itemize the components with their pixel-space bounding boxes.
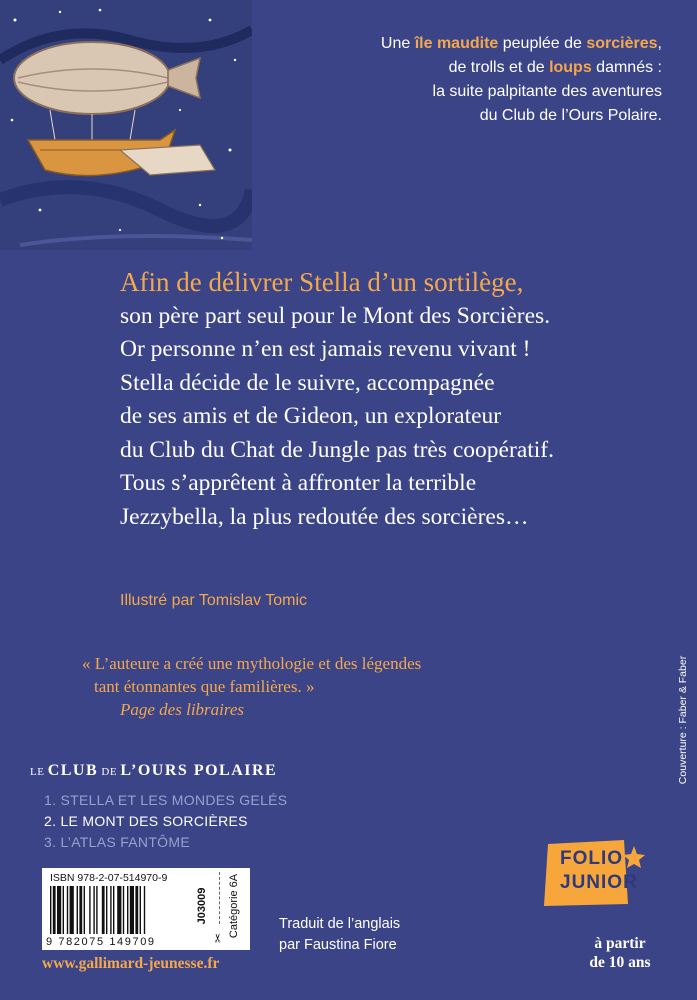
tagline-segment: damnés : <box>591 59 662 76</box>
translator-line-2: par Faustina Fiore <box>279 937 397 953</box>
barcode-bar <box>96 886 97 934</box>
age-line-1: à partir <box>594 935 646 952</box>
barcode-bar <box>67 886 68 934</box>
barcode-bar <box>70 886 74 934</box>
synopsis-line: du Club du Chat de Jungle pas très coopératif. <box>120 436 555 463</box>
airship-drawing <box>0 0 252 250</box>
publisher-website-link[interactable]: www.gallimard-jeunesse.fr <box>42 955 220 972</box>
barcode-bar <box>57 886 61 934</box>
quote-line-1: « L’auteure a créé une mythologie et des légendes <box>82 654 422 673</box>
cover-credit: Couverture : Faber & Faber <box>677 655 689 785</box>
barcode-digits: 9 782075 149709 <box>46 936 156 948</box>
series-logo <box>30 762 277 780</box>
synopsis-line: son père part seul pour le Mont des Sorcières. <box>120 302 551 329</box>
series-logo-club: CLUB <box>47 762 99 779</box>
tagline-highlight: loups <box>549 59 592 76</box>
series-title-item: 3. L’ATLAS FANTÔME <box>44 834 190 850</box>
barcode-bar <box>102 886 105 934</box>
barcode-bar <box>89 886 90 934</box>
barcode-bar <box>144 886 145 934</box>
quote-line-2: tant étonnantes que familières. » <box>94 677 315 696</box>
tagline-line <box>282 32 662 56</box>
barcode-bar <box>77 886 78 934</box>
age-line-2: de 10 ans <box>589 954 651 971</box>
barcode-bar <box>93 886 94 934</box>
folio-junior-logo <box>542 838 646 908</box>
synopsis-line: de ses amis et de Gideon, un explorateur <box>120 403 502 429</box>
tagline-segment: peuplée de <box>498 35 587 52</box>
barcode-bar <box>127 886 128 934</box>
series-title-item-current: 2. LE MONT DES SORCIÈRES <box>44 813 248 829</box>
synopsis-line: Jezzybella, la plus redoutée des sorcières… <box>120 503 529 530</box>
tagline-line <box>282 80 662 104</box>
barcode-bar <box>110 886 111 934</box>
product-code: J03009 <box>196 887 208 925</box>
tagline-blurb <box>282 32 662 128</box>
translator-line-1: Traduit de l’anglais <box>279 916 401 932</box>
barcode-separator <box>219 872 221 924</box>
illustrator-credit: Illustré par Tomislav Tomic <box>120 592 308 609</box>
barcode-bar <box>123 886 124 934</box>
tagline-highlight: sorcières <box>586 35 658 52</box>
barcode-bar <box>113 886 114 934</box>
badge-line-2: JUNIOR <box>560 872 638 893</box>
barcode-bar <box>63 886 64 934</box>
badge-line-1: FOLIO <box>560 848 624 869</box>
synopsis-line: Or personne n’en est jamais revenu vivant ! <box>120 336 531 362</box>
tagline-line <box>282 104 662 128</box>
series-logo-de: DE <box>98 766 121 778</box>
isbn-text: ISBN 978-2-07-514970-9 <box>50 872 168 884</box>
tagline-segment: , <box>657 35 662 52</box>
category-code: Catégorie 6A <box>228 873 240 939</box>
synopsis-line: Tous s’apprêtent à affronter la terrible <box>120 470 477 496</box>
tagline-segment: Une <box>380 35 415 52</box>
barcode-bar <box>50 886 51 934</box>
press-quote <box>82 652 421 721</box>
tagline-highlight: île maudite <box>414 35 499 52</box>
tagline-segment: de trolls et de <box>448 59 550 76</box>
synopsis-line: Stella décide de le suivre, accompagnée <box>120 369 495 396</box>
series-title-list <box>44 790 287 853</box>
barcode-bar <box>140 886 141 934</box>
scissors-icon: ✂ <box>211 932 225 944</box>
barcode-bar <box>79 886 82 934</box>
airship-illustration <box>0 0 252 250</box>
tagline-line <box>282 56 662 80</box>
barcode-bar <box>130 886 134 934</box>
barcode-bars <box>50 886 200 934</box>
barcode-bar <box>53 886 56 934</box>
synopsis-text <box>120 266 680 534</box>
age-rating <box>570 934 670 972</box>
barcode-bar <box>135 886 138 934</box>
tagline-segment: la suite palpitante des aventures <box>432 83 662 100</box>
barcode-bar <box>106 886 107 934</box>
tagline-segment: du Club de l’Ours Polaire. <box>479 107 662 124</box>
barcode-bar <box>84 886 85 934</box>
quote-source: Page des libraires <box>120 700 245 719</box>
series-title-item: 1. STELLA ET LES MONDES GELÉS <box>44 792 288 808</box>
synopsis-line: Afin de délivrer Stella d’un sortilège, <box>120 267 524 297</box>
series-logo-le: LE <box>30 766 48 778</box>
barcode-bar <box>117 886 121 934</box>
series-logo-name: L’OURS POLAIRE <box>120 762 278 779</box>
translator-credit <box>279 914 400 956</box>
